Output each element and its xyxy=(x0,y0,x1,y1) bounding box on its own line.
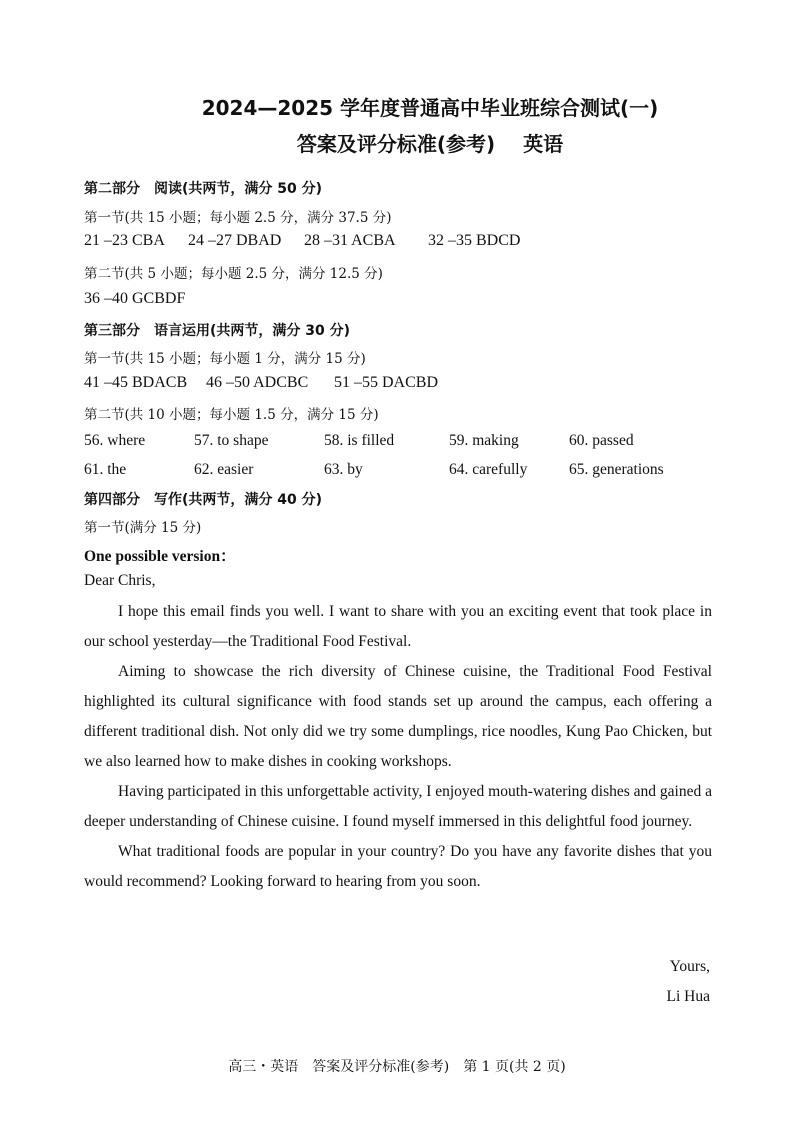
version-label: One possible version： xyxy=(84,548,236,565)
letter-paragraph: I hope this email finds you well. I want to share with you an exciting event that took place in our school yesterday—the Traditional Food Festival. xyxy=(84,603,712,650)
page-footer: 高三・英语 答案及评分标准(参考) 第 1 页(共 2 页) xyxy=(228,1059,566,1075)
fill-answer: 62. easier xyxy=(194,461,254,478)
fill-answer: 59. making xyxy=(449,432,519,449)
part2-section2-desc: 第二节(共 5 小题；每小题 2.5 分，满分 12.5 分) xyxy=(84,266,383,282)
part2-section2-answers xyxy=(84,290,185,308)
answer-group: 24 –27 DBAD xyxy=(188,232,282,249)
part3-section1-desc: 第一节(共 15 小题；每小题 1 分，满分 15 分) xyxy=(84,351,366,367)
part2-section1-answers xyxy=(84,232,520,250)
letter-greeting: Dear Chris, xyxy=(84,572,156,589)
part4-section1-desc: 第一节(满分 15 分) xyxy=(84,520,202,536)
fill-answer: 58. is filled xyxy=(324,432,395,449)
subtitle-answer-key: 答案及评分标准(参考) xyxy=(296,132,496,156)
document-subtitle xyxy=(150,128,710,157)
fill-answer: 57. to shape xyxy=(194,432,269,449)
fill-answer: 64. carefully xyxy=(449,461,528,478)
letter-paragraph: Aiming to showcase the rich diversity of Chinese cuisine, the Traditional Food Festival highlighted its cultural significance with food stands set up around the campus, each offering a different traditional dish. Not only did we try some dumplings, rice noodles, Kung Pao Chicken, but we also learned how to make dishes in cooking workshops. xyxy=(84,663,712,770)
fill-answer: 61. the xyxy=(84,461,127,478)
letter-body xyxy=(84,597,712,897)
letter-closing: Yours, xyxy=(669,958,710,975)
part3-section2-desc: 第二节(共 10 小题；每小题 1.5 分，满分 15 分) xyxy=(84,407,379,423)
letter-paragraph: What traditional foods are popular in your country? Do you have any favorite dishes that you would recommend? Looking forward to hearing from you soon. xyxy=(84,843,712,890)
fill-answer: 63. by xyxy=(324,461,363,478)
part3-heading: 第三部分 语言运用(共两节，满分 30 分) xyxy=(84,323,351,339)
subtitle-subject: 英语 xyxy=(523,132,564,156)
answer-group: 51 –55 DACBD xyxy=(334,374,439,391)
letter-signature: Li Hua xyxy=(666,988,710,1005)
letter-paragraph: Having participated in this unforgettable activity, I enjoyed mouth-watering dishes and gained a deeper understanding of Chinese cuisine. I found myself immersed in this delightful food journey. xyxy=(84,783,712,830)
part3-section1-answers xyxy=(84,374,438,392)
fill-answer: 65. generations xyxy=(569,461,664,478)
part2-section1-desc: 第一节(共 15 小题；每小题 2.5 分，满分 37.5 分) xyxy=(84,210,392,226)
answer-group: 21 –23 CBA xyxy=(84,232,165,249)
part2-heading: 第二部分 阅读(共两节，满分 50 分) xyxy=(84,181,323,197)
fill-answer: 56. where xyxy=(84,432,146,449)
answer-group: 28 –31 ACBA xyxy=(304,232,396,249)
answer-group: 46 –50 ADCBC xyxy=(206,374,309,391)
fill-answer: 60. passed xyxy=(569,432,634,449)
answer-group: 32 –35 BDCD xyxy=(428,232,521,249)
answer-group: 36 –40 GCBDF xyxy=(84,290,186,307)
answer-group: 41 –45 BDACB xyxy=(84,374,188,391)
part4-heading: 第四部分 写作(共两节，满分 40 分) xyxy=(84,492,323,508)
document-title: 2024—2025 学年度普通高中毕业班综合测试(一) xyxy=(201,96,659,120)
